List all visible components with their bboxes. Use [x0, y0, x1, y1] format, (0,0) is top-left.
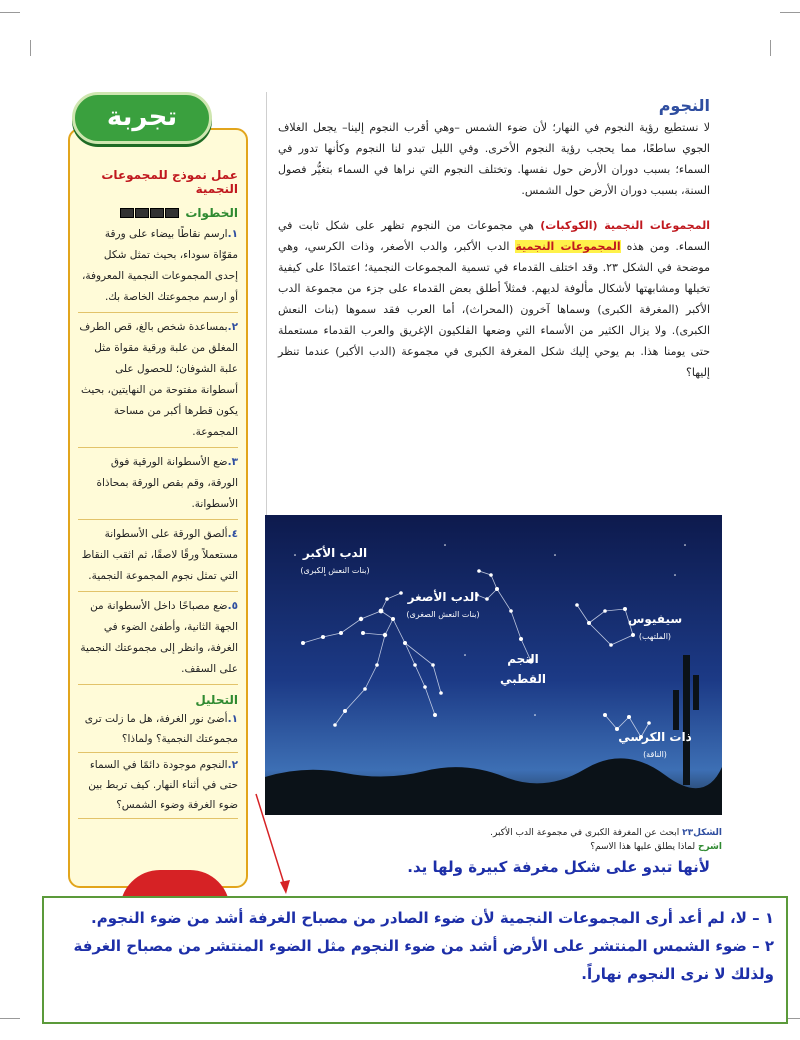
figure-caption: الشكل٢٣ ابحث عن المغرفة الكبرى في مجموعة الدب الأكبر. اشرح لماذا يطلق عليها هذا الاسم؟	[490, 828, 722, 852]
main-column	[278, 96, 710, 383]
cactus	[683, 655, 690, 785]
experiment-step: ٢.بمساعدة شخص بالغ، قص الطرف المغلق من علبة ورقية مقواة مثل علبة الشوفان؛ للحصول على أسطوانة مفتوحة من النهايتين، بحيث يكون قطرها أكبر من مساحة المجموعة.	[78, 317, 238, 448]
experiment-step: ٥.ضع مصباحًا داخل الأسطوانة من الجهة الثانية، وأطفئ الضوء في الغرفة، وانظر إلى مجموعتك النجمية على السقف.	[78, 596, 238, 685]
steps-heading: الخطوات	[78, 206, 238, 220]
term-constellations: المجموعات النجمية (الكوكبات)	[540, 219, 710, 232]
crop-mark	[780, 12, 800, 13]
experiment-step: ١.ارسم نقاطًا بيضاء على ورقة مقوّاة سوداء، بحيث تمثل شكل إحدى المجموعات النجمية المعروفة، أو ارسم مجموعتك الخاصة بك.	[78, 224, 238, 313]
section-heading: النجوم	[658, 96, 710, 115]
analysis-question: ١.أضئ نور الغرفة، هل ما زلت ترى مجموعتك النجمية؟ ولماذا؟	[78, 709, 238, 753]
steps-list	[78, 224, 238, 685]
label-cassiopeia: ذات الكرسي	[618, 730, 692, 744]
crop-mark	[0, 12, 20, 13]
label-big-dipper: الدب الأكبر	[302, 546, 368, 560]
analysis-question: ٢.النجوم موجودة دائمًا في السماء حتى في أثناء النهار. كيف تربط بين ضوء الغرفة وضوء الشمس؟	[78, 755, 238, 819]
label-cassiopeia-sub: (الناقة)	[643, 750, 667, 759]
experiment-sidebar	[68, 128, 248, 888]
safety-icons	[120, 208, 179, 218]
analysis-heading: التحليل	[195, 693, 238, 707]
label-little-dipper: الدب الأصغر	[407, 590, 479, 604]
experiment-title: عمل نموذج للمجموعات النجمية	[101, 168, 238, 196]
label-polaris-2: القطبي	[500, 672, 546, 686]
analysis-questions	[78, 709, 238, 819]
label-big-dipper-sub: (بنات النعش الكبرى)	[300, 566, 370, 575]
crop-mark	[0, 1018, 20, 1019]
paragraph-stars: لا نستطيع رؤية النجوم في النهار؛ لأن ضوء الشمس –وهي أقرب النجوم إلينا– يجعل الغلاف الجوي ساطعًا، مما يحجب رؤية النجوم الأخرى. وفي الليل تبدو لنا النجوم وكأنها تدور في السماء؛ بسبب دوران الأرض حول نفسها. وتختلف النجوم التي نراها في السماء بتغيُّر فصول السنة، بسبب دوران الأرض حول الشمس.	[278, 121, 710, 197]
figure-question-label: اشرح	[697, 842, 722, 852]
answer-1: ١ – لا، لم أعد أرى المجموعات النجمية لأن ضوء الصادر من مصباح الغرفة أشد من ضوء النجوم.	[91, 909, 774, 927]
label-little-dipper-sub: (بنات النعش الصغرى)	[406, 610, 480, 619]
crop-mark	[770, 40, 771, 56]
answers-box	[42, 896, 788, 1024]
constellation-figure	[265, 515, 722, 815]
highlighted-term: المجموعات النجمية	[515, 240, 621, 253]
experiment-step: ٣.ضع الأسطوانة الورقية فوق الورقة، وقم بقص الورقة بمحاذاة الأسطوانة.	[78, 452, 238, 520]
experiment-step: ٤.ألصق الورقة على الأسطوانة مستعملاً ورقًا لاصقًا، ثم اثقب النقاط التي تمثل نجوم المجموعة النجمية.	[78, 524, 238, 592]
label-cepheus: سيفيوس	[627, 612, 683, 626]
label-cepheus-sub: (الملتهب)	[638, 632, 672, 641]
label-polaris-1: النجم	[507, 652, 539, 666]
figure-answer: لأنها تبدو على شكل مغرفة كبيرة ولها يد.	[407, 858, 710, 876]
pointer-arrow	[250, 790, 300, 900]
column-divider	[266, 92, 267, 532]
answer-2: ٢ – ضوء الشمس المنتشر على الأرض أشد من ضوء النجوم مثل الضوء المنتشر من مصباح الغرفة ولذلك لا نرى النجوم نهاراً.	[73, 937, 774, 983]
crop-mark	[30, 40, 31, 56]
figure-number: الشكل٢٣	[682, 828, 722, 838]
paragraph-constellations: المجموعات النجمية (الكوكبات) هي مجموعات من النجوم تظهر على شكل ثابت في السماء. ومن هذه المجموعات النجمية الدب الأكبر، والدب الأصغر، وذات الكرسي، وهي موضحة في الشكل ٢٣. وقد اختلف القدماء في تسمية المجموعات النجمية؛ اعتمادًا على كيفية تخيلها ومشابهتها لأشكال مألوفة لديهم. فمثلاً أطلق بعض القدماء على جزء من مجموعة الدب الأكبر (المغرفة الكبرى) وسماها آخرون (المحراث)، أما العرب فقد سموها (بنات النعش الكبرى). ولا يزال الكثير من الأسماء التي وضعها الفلكيون الإغريق والعرب القدماء مستعملة حتى يومنا هذا. بم يوحي إليك شكل المغرفة الكبرى في مجموعة (الدب الأكبر) عندما تنظر إليها؟	[278, 219, 710, 379]
experiment-badge: تجربة	[72, 92, 212, 144]
